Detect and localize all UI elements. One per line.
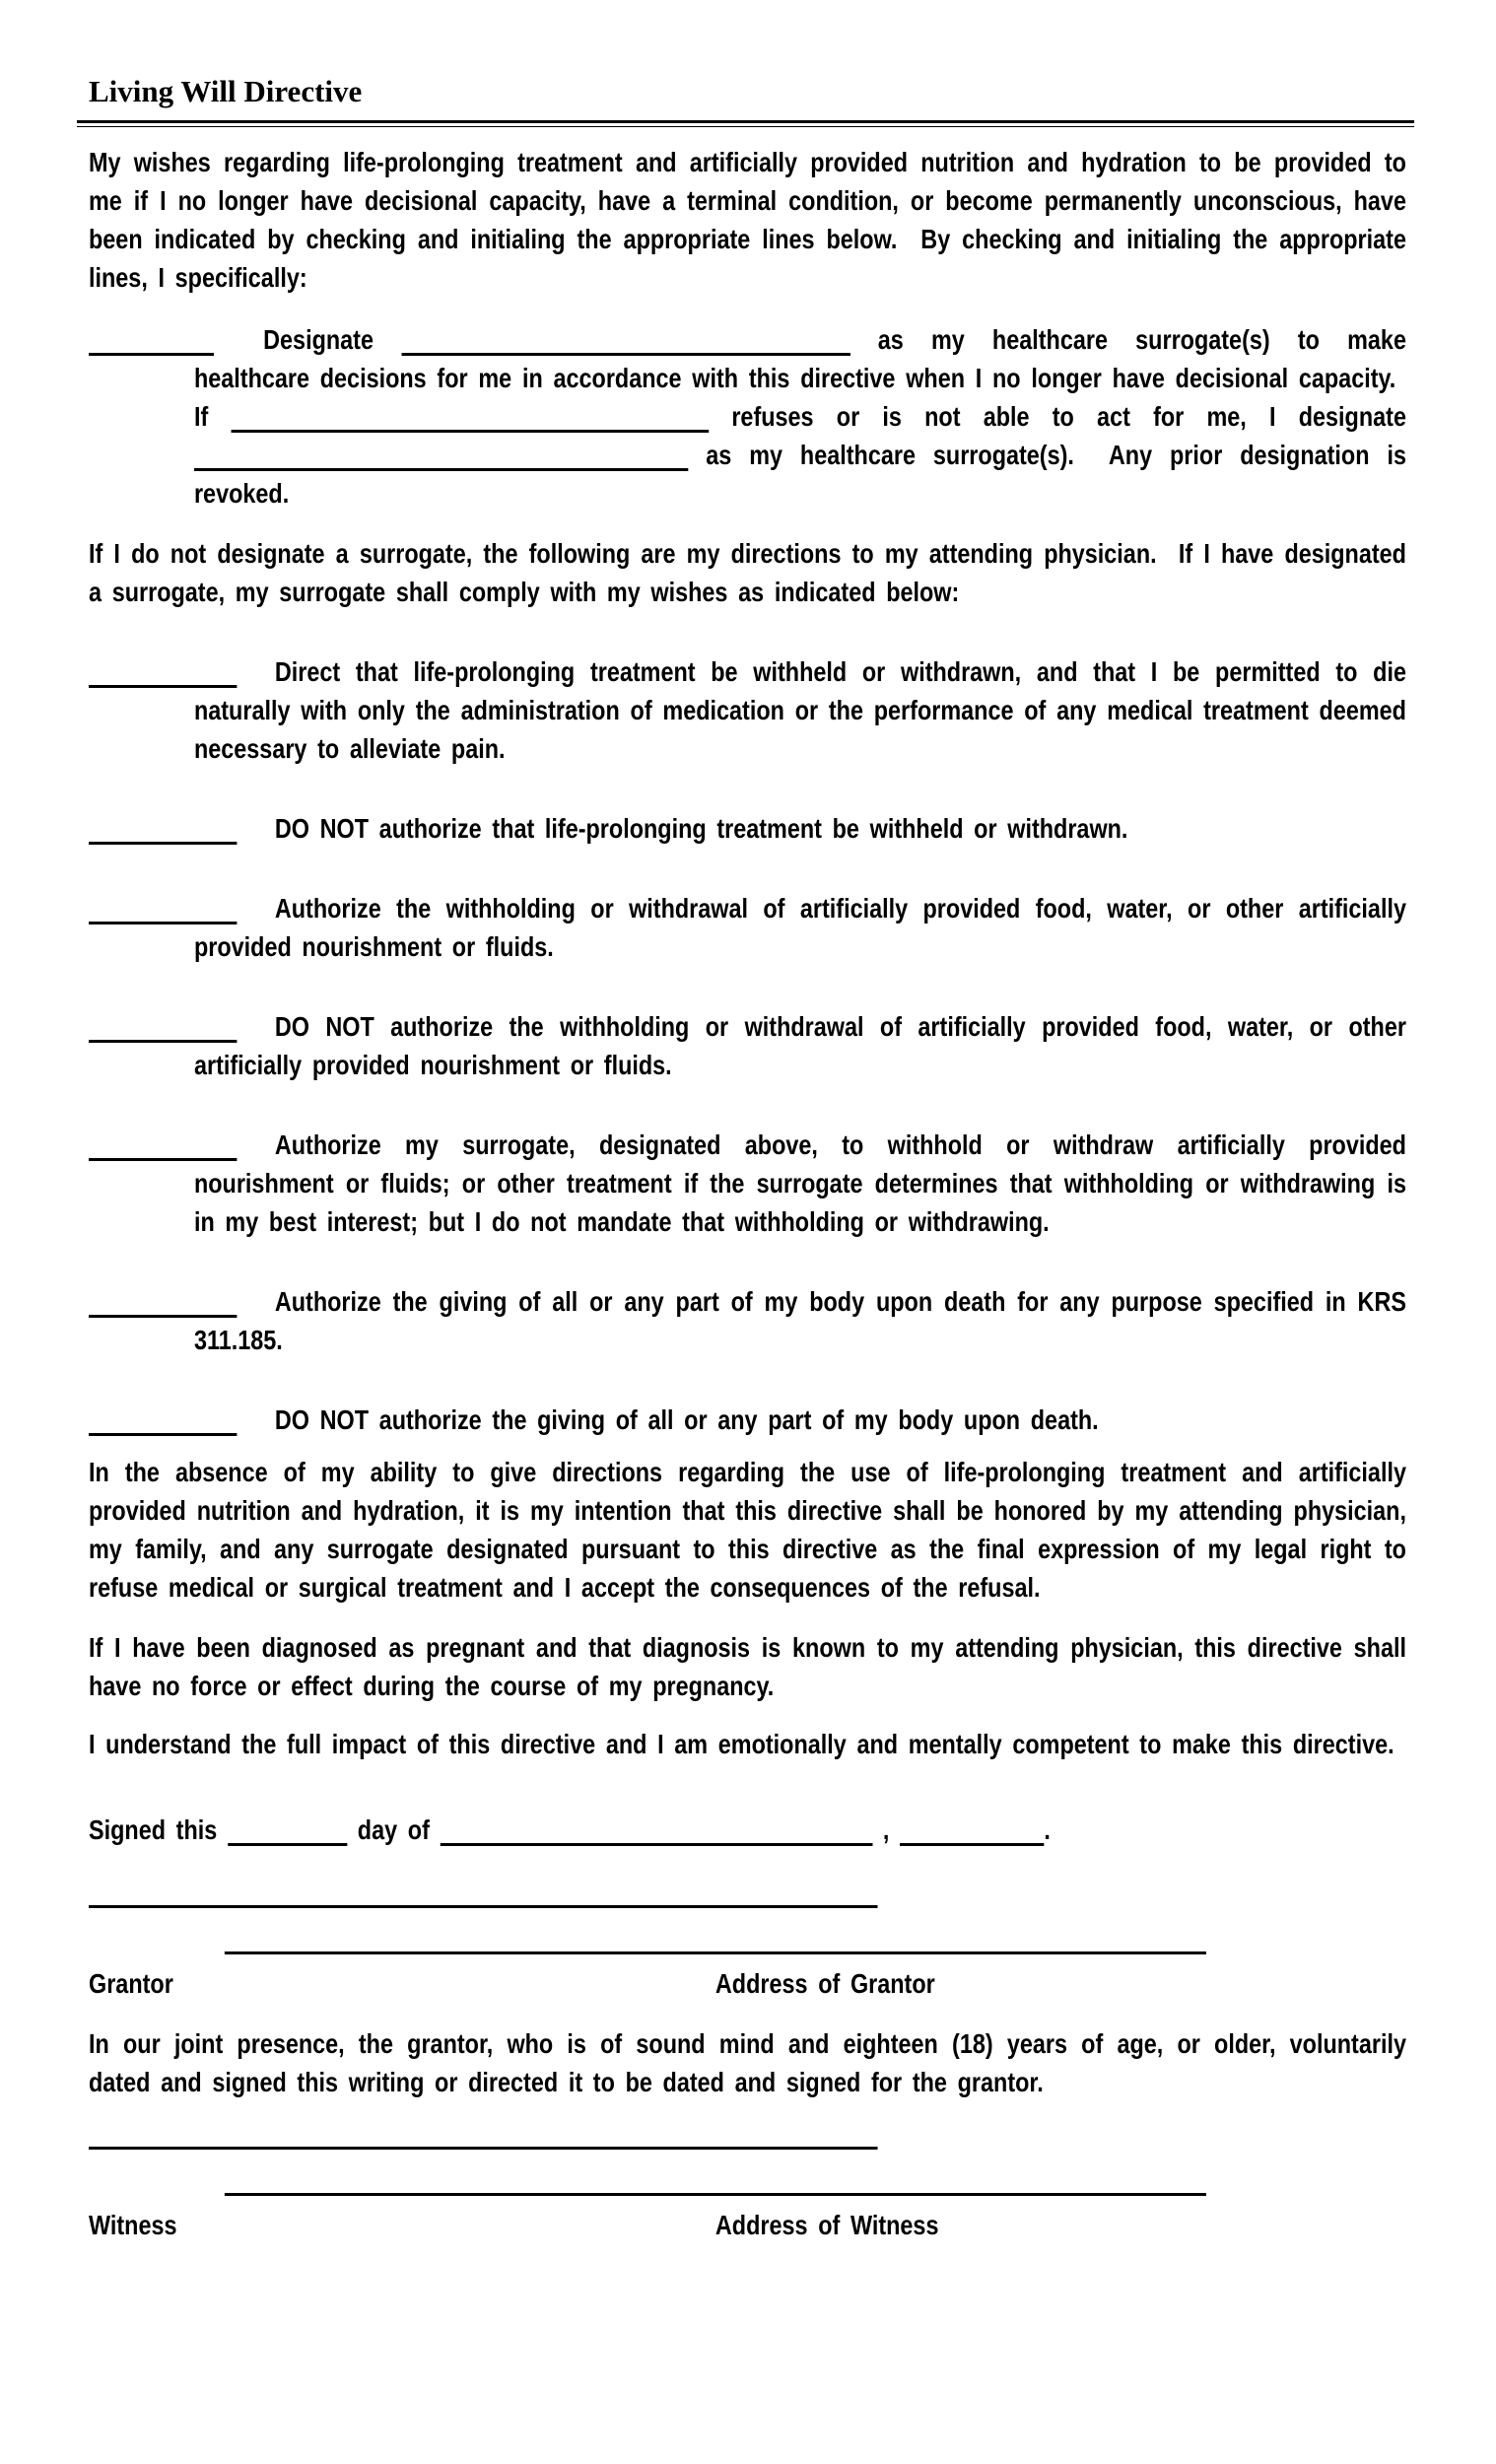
fill-in-blank[interactable] bbox=[441, 1821, 873, 1846]
initial-blank-line[interactable] bbox=[89, 1136, 237, 1161]
tab-gap bbox=[237, 837, 274, 838]
grantor-signature-block bbox=[89, 1905, 1406, 2003]
checklist-item-text: Direct that life-prolonging treatment be withheld or withdrawn, and that I be permitted to die naturally with only the administration of medication or the performance of any medical treatment deemed necessary to alleviate pain. bbox=[193, 656, 1406, 764]
joint-presence-paragraph: In our joint presence, the grantor, who is of sound mind and eighteen (18) years of age, or older, voluntarily dated and signed this writing or directed it to be dated and signed for the grantor. bbox=[89, 2028, 1406, 2097]
witness-signature-block bbox=[89, 2147, 1406, 2244]
checklist-item-text: Authorize the giving of all or any part of my body upon death for any purpose specified in KRS 311.185. bbox=[193, 1286, 1406, 1355]
initial-blank-line[interactable] bbox=[89, 663, 237, 688]
checklist-item-text: DO NOT authorize that life-prolonging treatment be withheld or withdrawn. bbox=[274, 813, 1128, 844]
signed-date-line: Signed this day of , . bbox=[89, 1814, 1051, 1845]
fill-in-blank[interactable] bbox=[900, 1821, 1044, 1846]
title-underline-rule bbox=[77, 120, 1414, 127]
grantor-address-line[interactable] bbox=[225, 1951, 1206, 1954]
absence-of-directions-paragraph: In the absence of my ability to give directions regarding the use of life-prolonging treatment and artificially provided nutrition and hydration, it is my intention that this directive shall be honored by my attending physician, my family, and any surrogate designated pursuant to this directive as the final expression of my legal right to refuse medical or surgical treatment and I accept the consequences of the refusal. bbox=[89, 1457, 1406, 1603]
checklist-item-text: DO NOT authorize the withholding or withdrawal of artificially provided food, water, or other artificially provided nourishment or fluids. bbox=[193, 1011, 1406, 1080]
witness-address-label: Address of Witness bbox=[714, 2210, 939, 2240]
initial-blank-line[interactable] bbox=[89, 1293, 237, 1318]
tab-gap bbox=[214, 348, 263, 349]
fill-in-blank[interactable] bbox=[89, 331, 214, 356]
checklist-item-text: Authorize my surrogate, designated above, to withhold or withdraw artificially provided nourishment or fluids; or other treatment if the surrogate determines that withholding or withdrawing is in my best interest; but I do not mandate that withholding or withdrawing. bbox=[193, 1129, 1406, 1237]
witness-address-line[interactable] bbox=[225, 2193, 1206, 2196]
witness-signature-line[interactable] bbox=[89, 2147, 878, 2150]
checklist-item-surrogate-discretion bbox=[89, 1126, 1406, 1241]
checklist-item-authorize-withdraw-nutrition bbox=[89, 889, 1406, 966]
initial-blank-line[interactable] bbox=[89, 1018, 237, 1043]
checklist-item-direct-withhold bbox=[89, 652, 1406, 768]
grantor-label-row bbox=[89, 1964, 1406, 2003]
competency-paragraph: I understand the full impact of this directive and I am emotionally and mentally competent to make this directive. bbox=[89, 1729, 1394, 1759]
checklist-item-do-not-withhold bbox=[89, 809, 1406, 848]
designate-surrogate-item: Designate as my healthcare surrogate(s) to make healthcare decisions for me in accordance with this directive when I no longer have decisional capacity. If refuses or is not able to act for me, I designate as my healthcare surrogate(s). Any prior designation is revoked. bbox=[89, 320, 1406, 513]
checklist-item-organ-donation bbox=[89, 1282, 1406, 1359]
checklist-item-no-organ-donation bbox=[89, 1401, 1406, 1439]
grantor-label: Grantor bbox=[89, 1968, 173, 1999]
fill-in-blank[interactable] bbox=[228, 1821, 347, 1846]
directives-checklist bbox=[89, 652, 1406, 1439]
initial-blank-line[interactable] bbox=[89, 1411, 237, 1436]
document-title: Living Will Directive bbox=[89, 74, 363, 108]
tab-gap bbox=[237, 1035, 274, 1036]
intro-paragraph: My wishes regarding life-prolonging treatment and artificially provided nutrition and hydration to be provided to me if I no longer have decisional capacity, have a terminal condition, or become permanently unconscious, have been indicated by checking and initialing the appropriate lines below. By checking and initialing the appropriate lines, I specifically: bbox=[89, 147, 1406, 293]
document-body bbox=[89, 127, 1406, 2244]
pregnancy-paragraph: If I have been diagnosed as pregnant and that diagnosis is known to my attending physician, this directive shall have no force or effect during the course of my pregnancy. bbox=[89, 1632, 1406, 1701]
tab-gap bbox=[237, 1428, 274, 1429]
tab-gap bbox=[237, 1153, 274, 1154]
fill-in-blank[interactable] bbox=[231, 408, 709, 433]
initial-blank-line[interactable] bbox=[89, 900, 237, 924]
initial-blank-line[interactable] bbox=[89, 820, 237, 845]
checklist-item-do-not-withdraw-nutrition bbox=[89, 1007, 1406, 1084]
grantor-signature-line[interactable] bbox=[89, 1905, 878, 1908]
witness-label-row bbox=[89, 2206, 1406, 2244]
surrogate-directions-note: If I do not designate a surrogate, the following are my directions to my attending physician. If I have designated a surrogate, my surrogate shall comply with my wishes as indicated below: bbox=[89, 538, 1406, 607]
tab-gap bbox=[237, 917, 274, 918]
tab-gap bbox=[237, 680, 274, 681]
checklist-item-text: DO NOT authorize the giving of all or any part of my body upon death. bbox=[274, 1404, 1099, 1435]
grantor-address-label: Address of Grantor bbox=[714, 1968, 935, 1999]
fill-in-blank[interactable] bbox=[401, 331, 850, 356]
witness-label: Witness bbox=[89, 2210, 177, 2240]
tab-gap bbox=[237, 1310, 274, 1311]
fill-in-blank[interactable] bbox=[194, 446, 688, 471]
checklist-item-text: Authorize the withholding or withdrawal of artificially provided food, water, or other artificially provided nourishment or fluids. bbox=[193, 893, 1406, 962]
